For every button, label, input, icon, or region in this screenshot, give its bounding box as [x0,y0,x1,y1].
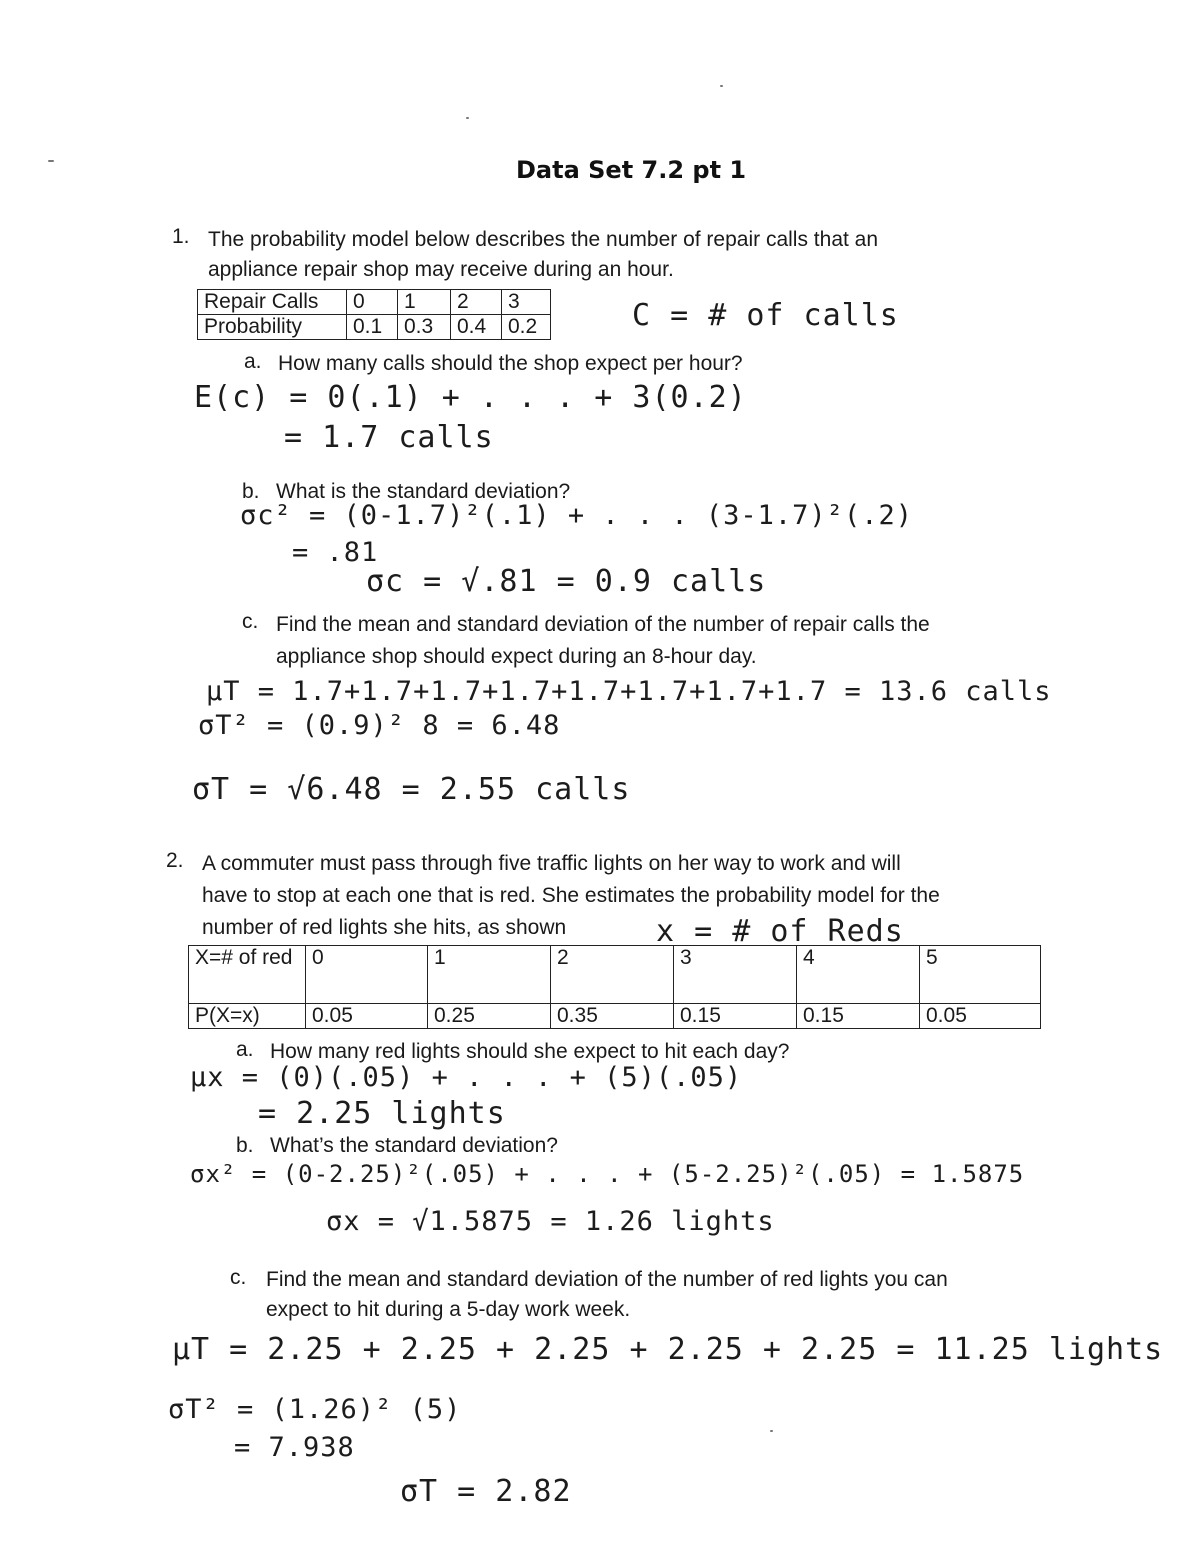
q1b-label: b. [242,480,260,503]
q1c-work-line1: μT = 1.7+1.7+1.7+1.7+1.7+1.7+1.7+1.7 = 13.6 calls [206,676,1052,707]
scan-speck [466,117,469,119]
q1a-label: a. [244,350,262,373]
q1-variable-note: C = # of calls [632,298,899,333]
table-cell: P(X=x) [189,1004,306,1029]
table-cell: 2 [551,946,674,1004]
table-row [198,290,551,315]
q2-probability-table [188,945,1041,1029]
table-cell: 3 [674,946,797,1004]
table-cell: 1 [428,946,551,1004]
q2c-question-line2: expect to hit during a 5-day work week. [266,1298,631,1321]
q2c-question-line1: Find the mean and standard deviation of the number of red lights you can [266,1268,948,1291]
q2a-question: How many red lights should she expect to hit each day? [270,1040,790,1063]
table-cell: 2 [451,290,502,315]
q2-prompt-line2: have to stop at each one that is red. She estimates the probability model for the [202,884,940,907]
q2c-work-line2: σT² = (1.26)² (5) [168,1394,462,1425]
q1c-work-line2: σT² = (0.9)² 8 = 6.48 [198,710,561,741]
q2-variable-note: x = # of Reds [656,914,904,949]
table-cell: 0 [306,946,428,1004]
q1-probability-table [197,289,551,340]
q2a-work-line1: μx = (0)(.05) + . . . + (5)(.05) [190,1062,743,1093]
q1b-work-line2: = .81 [292,537,379,568]
q1a-question: How many calls should the shop expect per hour? [278,352,743,375]
table-cell: 0.05 [920,1004,1041,1029]
q1b-question: What is the standard deviation? [276,480,571,503]
q1a-work-line2: = 1.7 calls [284,420,494,455]
table-cell: 0.25 [428,1004,551,1029]
q1c-work-line3: σT = √6.48 = 2.55 calls [192,772,631,807]
table-row [189,1004,1041,1029]
table-cell: Probability [198,315,347,340]
scan-speck [720,85,723,87]
scan-speck [770,1430,773,1432]
scan-speck [48,160,54,162]
table-cell: 4 [797,946,920,1004]
q2c-work-line3: = 7.938 [234,1432,355,1463]
table-cell: 0.3 [398,315,451,340]
q2b-question: What’s the standard deviation? [270,1134,558,1157]
q2a-label: a. [236,1038,254,1061]
q2c-work-line4: σT = 2.82 [400,1474,572,1509]
q2-number: 2. [166,849,184,872]
q2b-work-line2: σx = √1.5875 = 1.26 lights [326,1206,775,1237]
table-cell: 5 [920,946,1041,1004]
table-cell: 0.15 [674,1004,797,1029]
table-cell: 1 [398,290,451,315]
q2c-label: c. [230,1266,247,1289]
q1c-question-line1: Find the mean and standard deviation of the number of repair calls the [276,613,930,636]
q1-prompt-line1: The probability model below describes the number of repair calls that an [208,228,879,251]
q1a-work-line1: E(c) = 0(.1) + . . . + 3(0.2) [194,380,747,415]
table-cell: Repair Calls [198,290,347,315]
table-row [198,315,551,340]
q1b-work-line1: σc² = (0-1.7)²(.1) + . . . (3-1.7)²(.2) [240,500,913,531]
table-cell: 0.15 [797,1004,920,1029]
page-title: Data Set 7.2 pt 1 [516,156,747,184]
table-cell: X=# of red [189,946,306,1004]
table-cell: 0.35 [551,1004,674,1029]
table-cell: 0.2 [502,315,551,340]
q1c-question-line2: appliance shop should expect during an 8-hour day. [276,645,757,668]
q2b-label: b. [236,1134,254,1157]
q1c-label: c. [242,610,259,633]
table-cell: 0.1 [347,315,398,340]
table-cell: 0.4 [451,315,502,340]
q1-prompt-line2: appliance repair shop may receive during an hour. [208,258,674,281]
table-cell: 0 [347,290,398,315]
q2a-work-line2: = 2.25 lights [258,1096,506,1131]
q1-number: 1. [172,225,190,248]
q2-prompt-line3: number of red lights she hits, as shown [202,916,567,939]
q2b-work-line1: σx² = (0-2.25)²(.05) + . . . + (5-2.25)²(.05) = 1.5875 [190,1160,1025,1188]
q1b-work-line3: σc = √.81 = 0.9 calls [366,564,767,599]
q2-prompt-line1: A commuter must pass through five traffic lights on her way to work and will [202,852,901,875]
q2c-work-line1: μT = 2.25 + 2.25 + 2.25 + 2.25 + 2.25 = 11.25 lights [172,1332,1164,1367]
table-cell: 0.05 [306,1004,428,1029]
table-row [189,946,1041,1004]
table-cell: 3 [502,290,551,315]
